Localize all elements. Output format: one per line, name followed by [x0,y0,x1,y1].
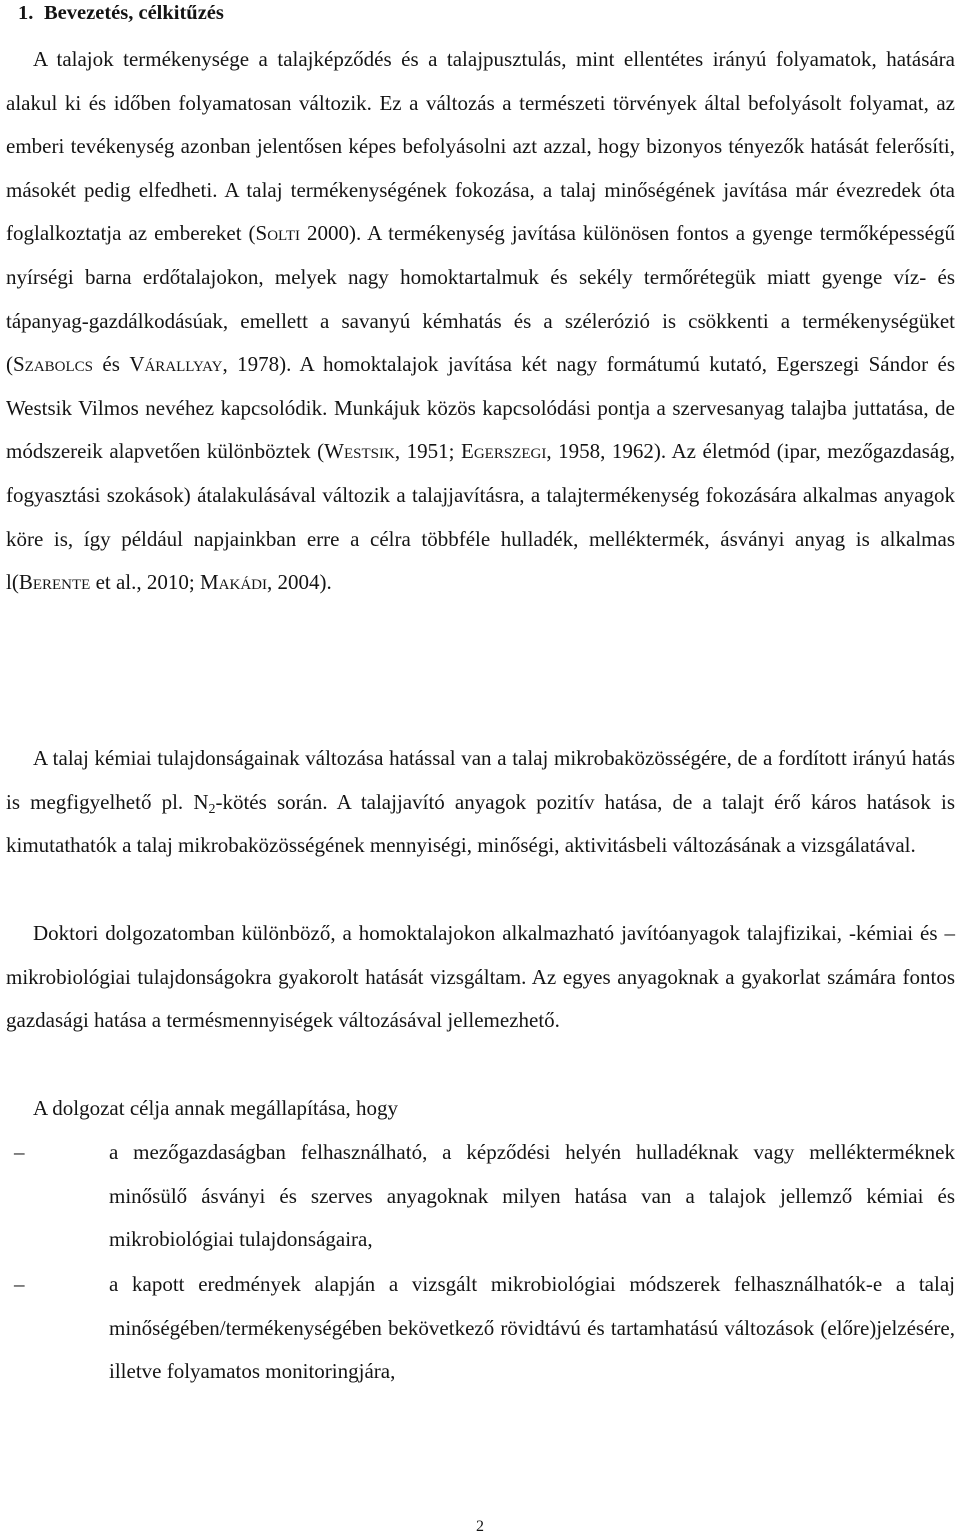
paragraph-text: Doktori dolgozatomban különböző, a homoktalajokon alkalmazható javítóanyagok talajfizikai, -kémiai és –mikrobiológiai tulajdonságokra gyakorolt hatását vizsgáltam. Az egyes anyagoknak a gyakorlat számára fontos gazdasági hatása a termésmennyiségek változásával jellemezhető. [6,921,955,1033]
paragraph-text: , 1978). A homoktalajok javítása két nagy formátumú kutató, Egerszegi Sándor és Westsik Vilmos nevéhez kapcsolódik. Munkájuk közös kapcsolódási pontja a szervesanyag talajba juttatása, de módszereik alapvetően különböztek ( [6,352,955,464]
section-title: Bevezetés, célkitűzés [44,2,224,24]
citation-author: Berente [18,570,91,595]
paragraph-text: , 1951; [394,439,461,464]
paragraph-text: et al., 2010; [90,570,200,595]
paragraph-text: 2000). A termékenység javítása különösen fontos a gyenge termőképességű nyírségi barna erdőtalajokon, melyek nagy homoktartalmuk és sekély termőrétegük miatt gyenge víz- és tápanyag-gazdálkodásúak, emellett a savanyú kémhatás és a szélerózió is csökkenti a termékenységüket ( [6,221,955,377]
section-number: 1. [18,2,34,24]
paragraph-intro [6,38,955,605]
section-heading [18,0,918,26]
page-number: 2 [476,1518,484,1535]
paragraph-text: A talaj kémiai tulajdonságainak változása hatással van a talaj mikrobaközösségére, de a fordított irányú hatás is megfigyelhető pl. N [6,746,955,814]
paragraph-aim [6,1087,955,1131]
dash-bullet: – [14,1272,25,1296]
subscript: 2 [208,801,216,817]
paragraph-text: , 1958, 1962). Az életmód (ipar, mezőgazdaság, fogyasztási szokások) átalakulásával változik a talajjavításra, a talajtermékenység fokozására alkalmas anyagok köre is, így például napjainkban erre a célra többféle hulladék, melléktermék, ásványi anyag is alkalmas l( [6,439,955,595]
paragraph-text: A talajok termékenysége a talajképződés és a talajpusztulás, mint ellentétes irányú folyamatok, hatására alakul ki és időben folyamatosan változik. Ez a változás a természeti törvények által befolyásolt folyamat, az emberi tevékenység azonban jelentősen képes befolyásolni azt azzal, hogy bizonyos tényezők hatását felerősíti, másokét pedig elfedheti. A talaj termékenységének fokozása, a talaj minőségének javítása már évezredek óta foglalkoztatja az embereket ( [6,47,955,246]
paragraph-text: , 2004). [266,570,332,595]
paragraph-dissertation [6,912,955,1043]
citation-author: Várallyay [129,352,223,377]
paragraph-text: -kötés során. A talajjavító anyagok pozitív hatása, de a talajt érő káros hatások is kimutathatók a talaj mikrobaközösségének mennyiségi, minőségi, aktivitásbeli változásának a vizsgálatával. [6,789,955,858]
list-item-text: a kapott eredmények alapján a vizsgált mikrobiológiai módszerek felhasználhatók-e a talaj minőségében/termékenységében bekövetkező rövidtávú és tartamhatású változások (előre)jelzésére, illetve folyamatos monitoringjára, [109,1272,955,1384]
citation-author: Makádi [199,570,267,595]
citation-author: Westsik [324,439,395,464]
citation-author: Egerszegi [461,439,547,464]
paragraph-text: és [93,352,130,377]
citation-author: Solti [255,221,301,246]
paragraph-microbial [6,737,955,868]
list-item-text: a mezőgazdaságban felhasználható, a képződési helyén hulladéknak vagy mellékterméknek minősülő ásványi és szerves anyagoknak milyen hatása van a talajok jellemző kémiai és mikrobiológiai tulajdonságaira, [109,1140,955,1252]
paragraph-text: A dolgozat célja annak megállapítása, hogy [33,1096,399,1120]
citation-author: Szabolcs [13,352,94,377]
dash-bullet: – [14,1140,25,1164]
